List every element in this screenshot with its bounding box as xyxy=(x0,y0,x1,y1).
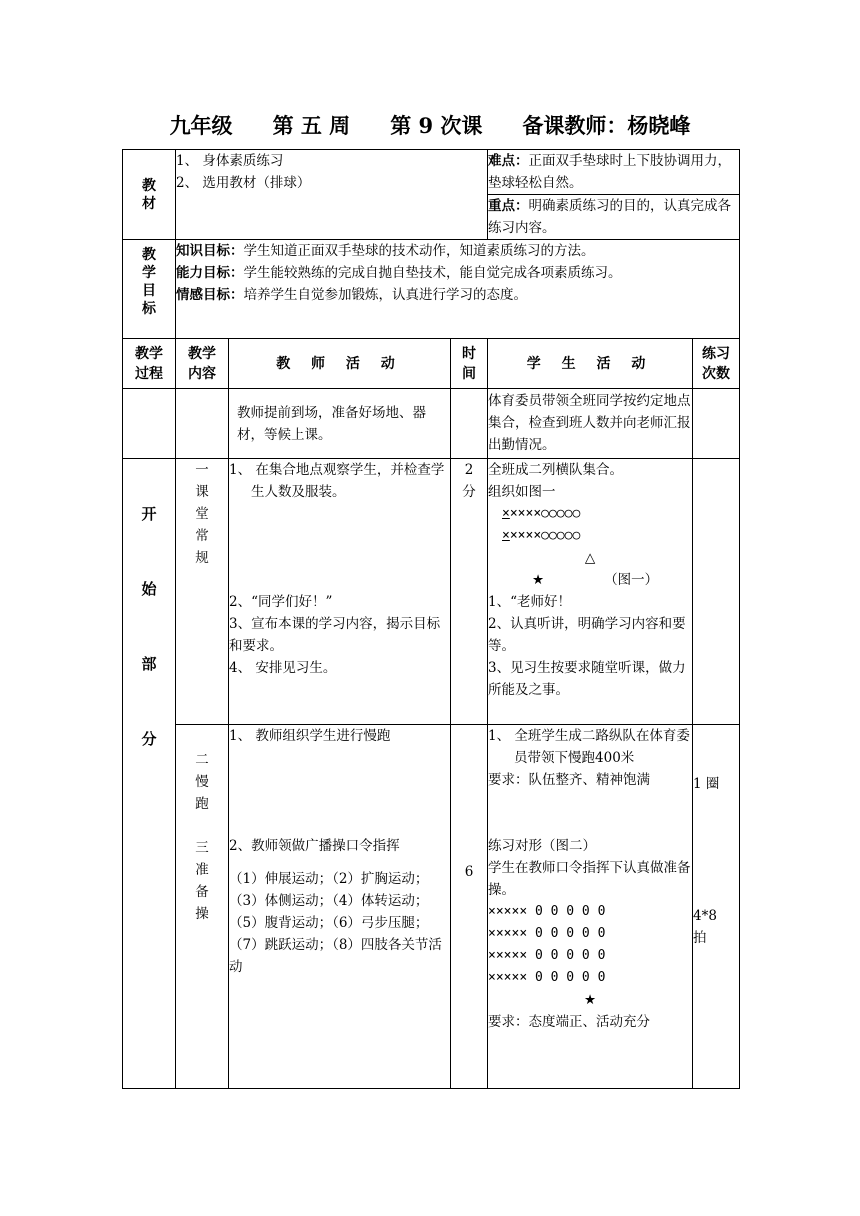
goals-label: 教 学 目 标 xyxy=(123,240,176,339)
formation-row: ××××× 0 0 0 0 0 xyxy=(488,904,606,919)
star-icon: ★ xyxy=(532,572,545,588)
routine-teacher-activity: 1、 在集合地点观察学生，并检查学生人数及服装。 2、“同学们好！” 3、宣布本课的学习内容，揭示目标和要求。 4、 安排见习生。 xyxy=(229,459,451,725)
formation-row: ××××× 0 0 0 0 0 xyxy=(488,948,606,963)
lesson-label: 第 9 次课 xyxy=(390,113,483,138)
knowledge-goal: 知识目标：学生知道正面双手垫球的技术动作，知道素质练习的方法。 xyxy=(176,243,595,259)
material-item: 2、 选用教材（排球） xyxy=(176,175,311,191)
header-student-activity: 学 生 活 动 xyxy=(488,339,693,389)
ability-goal: 能力目标：学生能较熟练的完成自抛自垫技术，能自觉完成各项素质练习。 xyxy=(176,265,622,281)
pre-class-student: 体育委员带领全班同学按约定地点集合，检查到班人数并向老师汇报出勤情况。 xyxy=(488,389,693,459)
header-practice: 练习 次数 xyxy=(693,339,740,389)
section-start-label: 开 始 部 分 xyxy=(123,459,176,1089)
star-icon: ★ xyxy=(583,992,597,1008)
warmup-student-activity: 1、 全班学生成二路纵队在体育委员带领下慢跑400米 要求：队伍整齐、精神饱满 练习对形（图二） 学生在教师口令指挥下认真做准备操。 ××××× 0 0 0 0 0 ××××× 0 0 0 0 0 ××××× 0 0 0 0 0 ××××× 0 0 0 0 0 ★ 要求：态度端正、活动充分 xyxy=(488,725,693,1089)
teacher-label: 备课教师：杨晓峰 xyxy=(522,113,691,138)
formation-row: ×××××○○○○○ xyxy=(502,506,581,521)
header-content: 教学 内容 xyxy=(176,339,229,389)
formation-row: ×××××○○○○○ xyxy=(502,528,581,543)
header-process: 教学 过程 xyxy=(123,339,176,389)
formation-row: ××××× 0 0 0 0 0 xyxy=(488,970,606,985)
difficulty-text: 正面双手垫球时上下肢协调用力，垫球轻松自然。 xyxy=(488,153,732,191)
warmup-teacher-activity: 1、 教师组织学生进行慢跑 2、教师领做广播操口令指挥 （1）伸展运动；（2）扩胸运动；（3）体侧运动；（4）体转运动；（5）腹背运动；（6）弓步压腿；（7）跳跃运动；（8）四肢各关节活动 xyxy=(229,725,451,1089)
pre-class-teacher: 教师提前到场，准备好场地、器材，等候上课。 xyxy=(229,389,451,459)
key-point-cell xyxy=(488,195,740,240)
figure-label: （图一） xyxy=(604,572,659,588)
material-item: 1、 身体素质练习 xyxy=(176,153,284,169)
materials-list xyxy=(176,150,488,240)
key-point-text: 明确素质练习的目的，认真完成各练习内容。 xyxy=(488,198,732,236)
grade-label: 九年级 xyxy=(169,113,233,138)
key-point-label: 重点： xyxy=(488,198,529,214)
routine-student-activity: 全班成二列横队集合。 组织如图一 ×××××○○○○○ ×××××○○○○○ △ ★ （图一） 1、“老师好！ 2、认真听讲，明确学习内容和要等。 3、见习生按要求随堂听课，做力所能及之事。 xyxy=(488,459,693,725)
routine-content: 一 课 堂 常 规 xyxy=(176,459,229,725)
warmup-time: 6 xyxy=(451,725,488,1089)
difficulty-cell xyxy=(488,150,740,195)
difficulty-label: 难点： xyxy=(488,153,529,169)
goals-cell xyxy=(176,240,740,339)
routine-time: 2 分 xyxy=(451,459,488,725)
triangle-icon: △ xyxy=(584,550,596,566)
emotion-goal: 情感目标：培养学生自觉参加锻炼，认真进行学习的态度。 xyxy=(176,287,527,303)
page-title xyxy=(0,110,860,140)
warmup-content: 二 慢 跑 三 准 备 操 xyxy=(176,725,229,1089)
materials-label: 教 材 xyxy=(123,150,176,240)
formation-row: ××××× 0 0 0 0 0 xyxy=(488,926,606,941)
header-time: 时 间 xyxy=(451,339,488,389)
header-teacher-activity: 教 师 活 动 xyxy=(229,339,451,389)
lesson-plan-table xyxy=(122,149,740,1089)
week-label: 第 五 周 xyxy=(272,113,351,138)
warmup-practice: 1 圈 4*8 拍 xyxy=(693,725,740,1089)
